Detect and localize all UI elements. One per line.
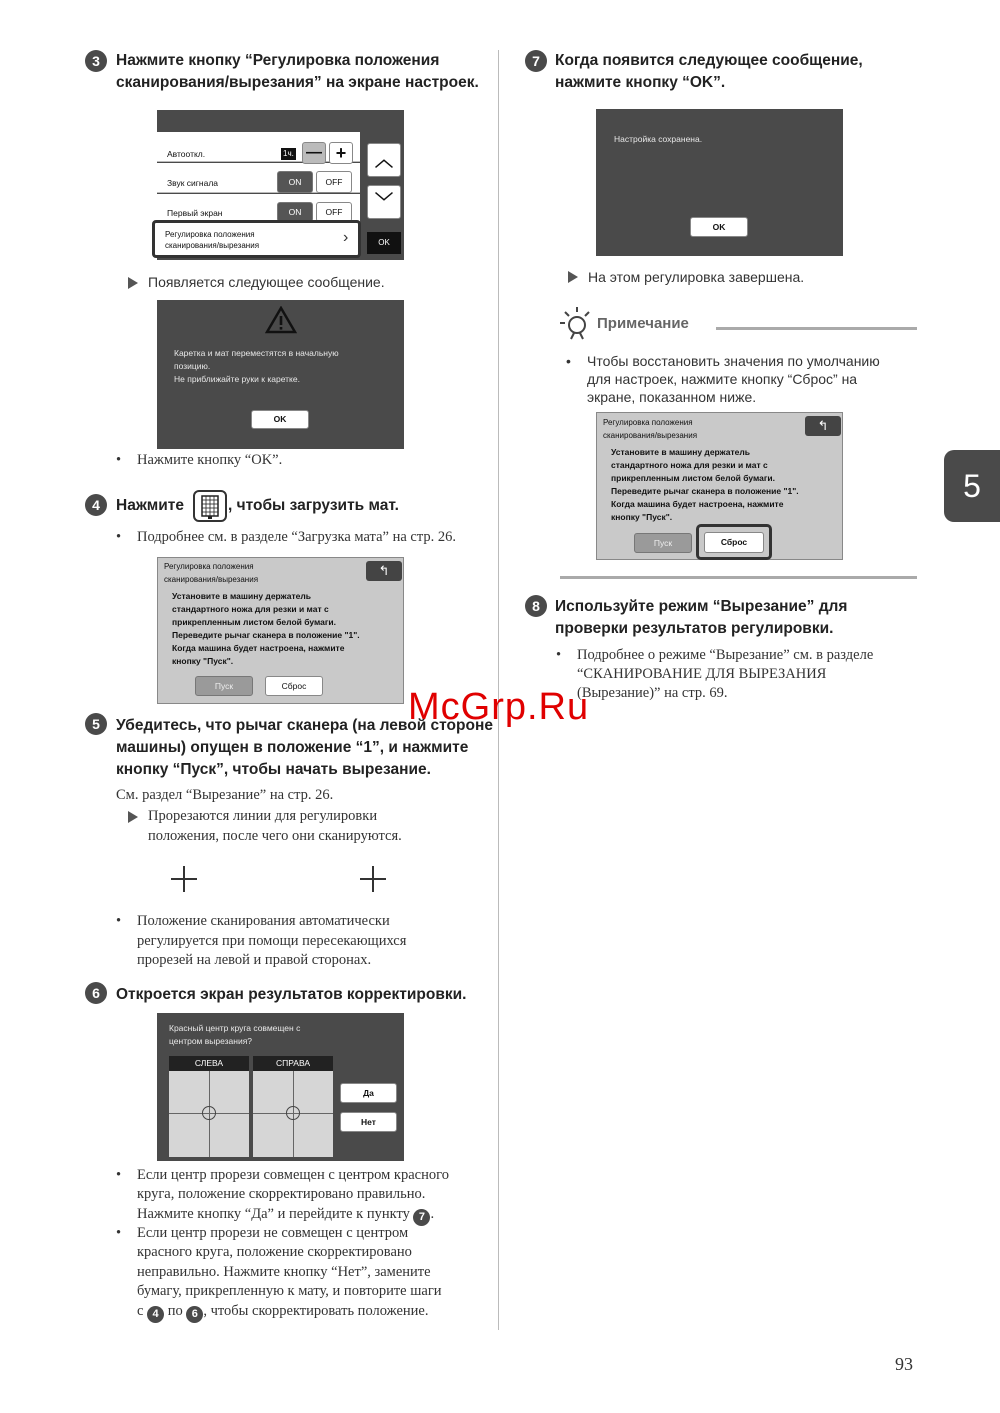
yes-button[interactable]: Да [340, 1083, 397, 1103]
load-mat-button-icon [193, 490, 227, 522]
step3-result: Появляется следующее сообщение. [148, 274, 385, 290]
step8-bullet-line1: Подробнее о режиме “Вырезание” см. в разделе [577, 647, 874, 663]
step8-heading-line2: проверки результатов регулировки. [555, 620, 834, 637]
step8-bullet-line3: (Вырезание)” на стр. 69. [577, 685, 728, 701]
note-screen-title2: сканирования/вырезания [603, 431, 698, 440]
step6-bullet2-line2: красного круга, положение скорректировано [137, 1244, 412, 1260]
bullet-dot: • [116, 452, 122, 468]
step5-bullet-line2: регулируется при помощи пересекающихся [137, 933, 407, 949]
note-screen-title1: Регулировка положения [603, 418, 693, 427]
right-label: СПРАВА [253, 1056, 333, 1071]
step6-bullet2-line1: Если центр прорези не совмещен с центром [137, 1225, 409, 1241]
step5-result-line2: положения, после чего они сканируются. [148, 828, 402, 844]
step6-bullet1-line3 [137, 1205, 434, 1226]
bullet-dot: • [116, 913, 122, 929]
step6-bullet1-line1: Если центр прорези совмещен с центром красного [137, 1167, 449, 1183]
bullet-dot: • [116, 1225, 122, 1241]
step3-bullet: Нажмите кнопку “OK”. [137, 452, 283, 468]
step6-bullet2-line3: неправильно. Нажмите кнопку “Нет”, замените [137, 1264, 431, 1280]
move-message-line3: Не приближайте руки к каретке. [174, 374, 300, 384]
scan-adjust-text-line6: кнопку "Пуск". [172, 656, 234, 666]
saved-message-text: Настройка сохранена. [614, 134, 703, 144]
result-arrow-icon [568, 271, 578, 283]
step5-see: См. раздел “Вырезание” на стр. 26. [116, 787, 334, 803]
start-button[interactable]: Пуск [634, 533, 692, 553]
correction-result-screen [157, 1013, 404, 1161]
auto-off-value: 1ч. [283, 149, 294, 158]
scan-adjust-screen [157, 557, 404, 704]
minus-button[interactable]: — [302, 142, 326, 164]
note-screen-text-line3: прикрепленным листом белой бумаги. [611, 473, 776, 483]
result-arrow-icon [128, 277, 138, 289]
scan-adjust-text-line1: Установите в машину держатель [172, 591, 311, 601]
scan-adjust-title1: Регулировка положения [164, 562, 254, 571]
step6-bullet1-period: . [430, 1206, 435, 1222]
step-number-3: 3 [85, 50, 107, 72]
step5-bullet-line1: Положение сканирования автоматически [137, 913, 390, 929]
step6-bullet2-line4: бумагу, прикрепленную к мату, и повторите шаги [137, 1283, 442, 1299]
bullet-dot: • [556, 647, 562, 663]
reset-button[interactable]: Сброс [704, 532, 764, 553]
beep-off-button[interactable]: OFF [316, 171, 352, 193]
step6-bullet2-from: с [137, 1303, 144, 1319]
step4-bullet: Подробнее см. в разделе “Загрузка мата” на стр. 26. [137, 529, 456, 545]
step-number-8: 8 [525, 595, 547, 617]
saved-message-screen [596, 109, 843, 256]
move-message-line1: Каретка и мат переместятся в начальную [174, 348, 339, 358]
no-button[interactable]: Нет [340, 1112, 397, 1132]
bullet-dot: • [116, 1167, 122, 1183]
note-text-line1: Чтобы восстановить значения по умолчанию [587, 353, 880, 369]
note-scan-adjust-screen [596, 412, 843, 560]
scroll-down-button[interactable]: ﹀ [367, 185, 401, 219]
step6-bullet2-end: , чтобы скорректировать положение. [203, 1303, 429, 1319]
right-scan-preview [253, 1071, 333, 1157]
scan-adjust-title2: сканирования/вырезания [164, 575, 259, 584]
saved-ok-button[interactable]: OK [690, 217, 748, 237]
bullet-dot: • [566, 353, 571, 369]
step6-bullet1-line3-text: Нажмите кнопку “Да” и перейдите к пункту [137, 1206, 410, 1222]
page-number: 93 [895, 1354, 913, 1374]
note-text-line3: экране, показанном ниже. [587, 389, 757, 405]
step7-heading-line1: Когда появится следующее сообщение, [555, 52, 863, 69]
result-arrow-icon [128, 811, 138, 823]
settings-ok-button[interactable]: OK [367, 232, 401, 254]
left-scan-preview [169, 1071, 249, 1157]
first-screen-off-button[interactable]: OFF [316, 202, 352, 222]
note-screen-text-line1: Установите в машину держатель [611, 447, 750, 457]
note-end-rule [560, 576, 917, 579]
step7-heading-line2: нажмите кнопку “OK”. [555, 74, 726, 91]
step-number-7: 7 [525, 50, 547, 72]
watermark: McGrp.Ru [408, 686, 590, 728]
back-button[interactable]: ↰ [805, 416, 841, 436]
correction-question-line1: Красный центр круга совмещен с [169, 1023, 301, 1033]
chapter-tab: 5 [944, 450, 1000, 522]
step5-heading-line3: кнопку “Пуск”, чтобы начать вырезание. [116, 761, 431, 778]
chevron-right-icon: › [343, 229, 349, 246]
step5-bullet-line3: прорезей на левой и правой сторонах. [137, 952, 372, 968]
warning-icon [265, 306, 297, 334]
step-number-4: 4 [85, 494, 107, 516]
note-screen-text-line5: Когда машина будет настроена, нажмите [611, 499, 784, 509]
bullet-dot: • [116, 529, 122, 545]
step8-heading-line1: Используйте режим “Вырезание” для [555, 598, 848, 615]
crosshair-right-icon [360, 866, 386, 892]
settings-screen [157, 110, 404, 260]
move-message-line2: позицию. [174, 361, 211, 371]
step-number-5: 5 [85, 713, 107, 735]
message-ok-button[interactable]: OK [251, 410, 309, 429]
note-rule [716, 327, 917, 330]
step8-bullet-line2: “СКАНИРОВАНИЕ ДЛЯ ВЫРЕЗАНИЯ [577, 666, 827, 682]
plus-button[interactable]: + [329, 142, 353, 164]
step5-heading-line1: Убедитесь, что рычаг сканера (на левой стороне [116, 717, 493, 734]
step-number-6: 6 [85, 982, 107, 1004]
scan-cut-adjust-line1: Регулировка положения [165, 230, 255, 239]
beep-on-button[interactable]: ON [277, 171, 313, 193]
step5-heading-line2: машины) опущен в положение “1”, и нажмите [116, 739, 469, 756]
crosshair-left-icon [171, 866, 197, 892]
auto-off-label: Автооткл. [167, 149, 206, 159]
correction-question-line2: центром вырезания? [169, 1036, 253, 1046]
note-screen-text-line4: Переведите рычаг сканера в положение "1". [611, 486, 799, 496]
lightbulb-icon [560, 305, 596, 341]
step3-heading-line2: сканирования/вырезания” на экране настроек. [116, 74, 479, 91]
left-label: СЛЕВА [169, 1056, 249, 1071]
scroll-up-button[interactable]: ︿ [367, 143, 401, 177]
beep-label: Звук сигнала [167, 178, 218, 188]
first-screen-label: Первый экран [167, 208, 223, 218]
step6-bullet2-to: по [167, 1303, 183, 1319]
note-screen-text-line2: стандартного ножа для резки и мат с [611, 460, 768, 470]
scan-adjust-text-line4: Переведите рычаг сканера в положение "1". [172, 630, 360, 640]
step6-heading: Откроется экран результатов корректировки. [116, 986, 467, 1003]
scan-cut-adjust-item[interactable] [152, 220, 361, 258]
step7-result: На этом регулировка завершена. [588, 269, 805, 285]
red-circle-icon [202, 1106, 216, 1120]
reset-button[interactable]: Сброс [265, 676, 323, 696]
step-ref-6: 6 [186, 1306, 203, 1323]
step6-bullet1-line2: круга, положение скорректировано правильно. [137, 1186, 426, 1202]
scan-adjust-text-line3: прикрепленным листом белой бумаги. [172, 617, 337, 627]
note-title: Примечание [597, 315, 689, 332]
move-message-screen [157, 300, 404, 449]
scan-cut-adjust-line2: сканирования/вырезания [165, 241, 260, 250]
scan-adjust-text-line2: стандартного ножа для резки и мат с [172, 604, 329, 614]
step-ref-4: 4 [147, 1306, 164, 1323]
scan-adjust-text-line5: Когда машина будет настроена, нажмите [172, 643, 345, 653]
step3-heading-line1: Нажмите кнопку “Регулировка положения [116, 52, 440, 69]
start-button[interactable]: Пуск [195, 676, 253, 696]
note-screen-text-line6: кнопку "Пуск". [611, 512, 673, 522]
step4-heading-a: Нажмите [116, 497, 185, 514]
first-screen-on-button[interactable]: ON [277, 202, 313, 222]
step6-bullet2-line5 [137, 1302, 428, 1323]
step4-heading-b: , чтобы загрузить мат. [228, 497, 399, 514]
note-text-line2: для настроек, нажмите кнопку “Сброс” на [587, 371, 858, 387]
step-ref-7: 7 [413, 1209, 430, 1226]
back-button[interactable]: ↰ [366, 561, 402, 581]
red-circle-icon [286, 1106, 300, 1120]
step5-result-line1: Прорезаются линии для регулировки [148, 808, 378, 824]
